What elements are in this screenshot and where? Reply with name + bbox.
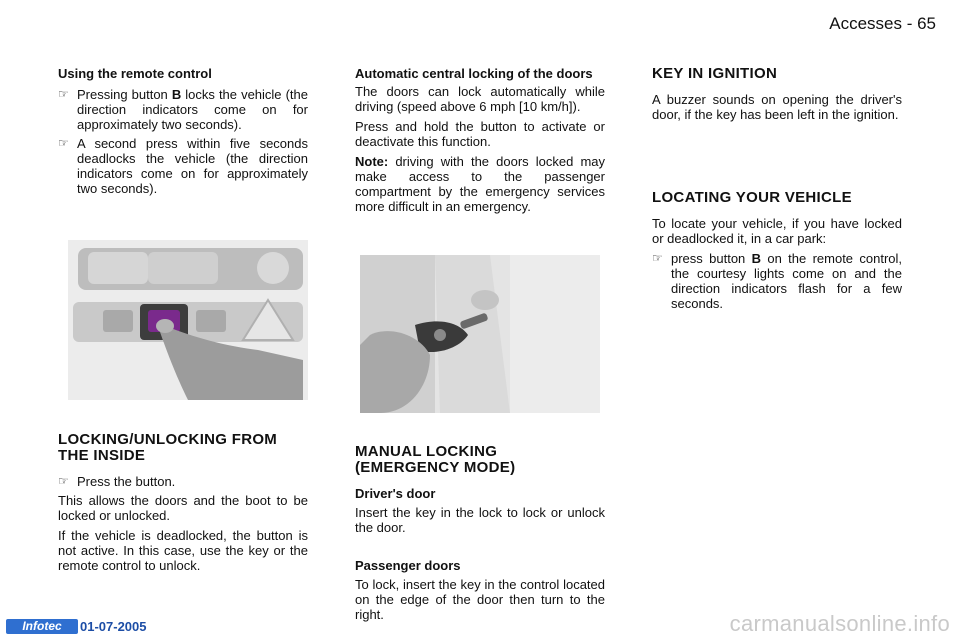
emergency-lock-key-illustration (360, 255, 600, 413)
drivers-door-text: Insert the key in the lock to lock or unlock the door. (355, 505, 605, 535)
locate-bullet: ☞ press button B on the remote control, the courtesy lights come on and the direction indicators flash for a few seconds. (652, 251, 903, 311)
locking-inside-heading: LOCKING/UNLOCKING FROM THE INSIDE (58, 431, 278, 464)
lock-paragraph-2: If the vehicle is deadlocked, the button is not active. In this case, use the key or the remote control to unlock. (58, 528, 308, 573)
locating-vehicle-heading: LOCATING YOUR VEHICLE (652, 189, 852, 206)
remote-control-heading: Using the remote control (58, 66, 212, 81)
photo-emergency-lock-key (360, 255, 600, 413)
column-2-bottom (355, 444, 605, 627)
remote-bullet-2: ☞ A second press within five seconds deadlocks the vehicle (the direction indicators come on for approximately two seconds). (58, 136, 308, 196)
pointing-hand-icon: ☞ (652, 251, 663, 265)
note-paragraph: Note: driving with the doors locked may make access to the passenger compartment by the emergency services more difficult in an emergency. (355, 154, 605, 214)
lock-paragraph-1: This allows the doors and the boot to be locked or unlocked. (58, 493, 308, 523)
passenger-doors-text: To lock, insert the key in the control located on the edge of the door then turn to the right. (355, 577, 605, 622)
note-label: Note: (355, 154, 389, 169)
watermark: carmanualsonline.info (729, 611, 950, 636)
column-1-bottom (58, 432, 308, 578)
key-in-ignition-text: A buzzer sounds on opening the driver's door, if the key has been left in the ignition. (652, 92, 902, 122)
auto-paragraph-1: The doors can lock automatically while driving (speed above 6 mph [10 km/h]). (355, 84, 605, 114)
footer-date: 01-07-2005 (80, 619, 147, 634)
page-header: Accesses - 65 (829, 14, 936, 33)
central-locking-button-illustration (68, 240, 308, 400)
manual-locking-heading: MANUAL LOCKING (EMERGENCY MODE) (355, 443, 516, 476)
passenger-doors-heading: Passenger doors (355, 558, 461, 573)
column-1-top (58, 66, 308, 200)
lock-bullet: ☞ Press the button. (58, 474, 176, 489)
column-2-top (355, 66, 605, 219)
column-3-top (652, 66, 902, 127)
pointing-hand-icon: ☞ (58, 136, 69, 150)
drivers-door-heading: Driver's door (355, 486, 436, 501)
column-3-locate (652, 190, 902, 315)
pointing-hand-icon: ☞ (58, 474, 69, 488)
auto-locking-heading: Automatic central locking of the doors (355, 66, 593, 81)
remote-bullet-1: ☞ Pressing button B locks the vehicle (the direction indicators come on for approximately two seconds). (58, 87, 308, 132)
photo-central-locking-button (68, 240, 308, 400)
auto-paragraph-2: Press and hold the button to activate or deactivate this function. (355, 119, 605, 149)
locating-vehicle-text: To locate your vehicle, if you have locked or deadlocked it, in a car park: (652, 216, 902, 246)
pointing-hand-icon: ☞ (58, 87, 69, 101)
infotec-logo: Infotec (6, 619, 78, 634)
key-in-ignition-heading: KEY IN IGNITION (652, 65, 778, 82)
